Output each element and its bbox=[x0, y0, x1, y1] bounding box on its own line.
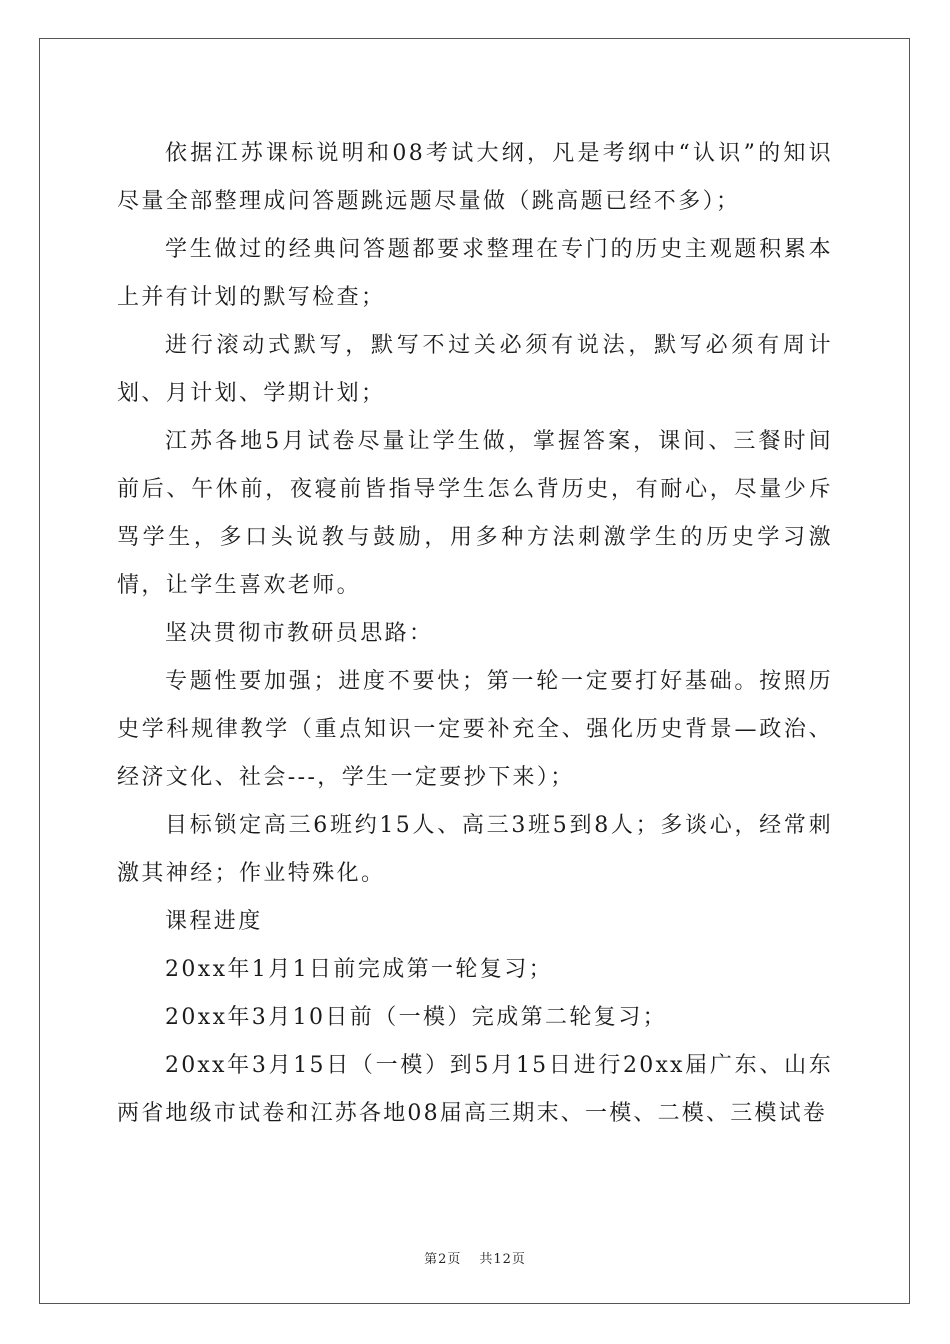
page-number: 第2页 bbox=[424, 1252, 462, 1267]
paragraph: 目标锁定高三6班约15人、高三3班5到8人；多谈心，经常刺激其神经；作业特殊化。 bbox=[117, 813, 833, 886]
paragraph: 20xx年1月1日前完成第一轮复习； bbox=[165, 957, 554, 982]
paragraph: 课程进度 bbox=[165, 909, 263, 934]
page-total: 共12页 bbox=[479, 1252, 526, 1267]
document-body bbox=[117, 130, 833, 1138]
paragraph: 专题性要加强；进度不要快；第一轮一定要打好基础。按照历史学科规律教学（重点知识一定要补充全、强化历史背景—政治、经济文化、社会---，学生一定要抄下来）； bbox=[117, 669, 833, 790]
paragraph: 江苏各地5月试卷尽量让学生做，掌握答案，课间、三餐时间前后、午休前，夜寝前皆指导学生怎么背历史，有耐心，尽量少斥骂学生，多口头说教与鼓励，用多种方法刺激学生的历史学习激情，让学生喜欢老师。 bbox=[117, 429, 833, 598]
paragraph: 20xx年3月10日前（一模）完成第二轮复习； bbox=[165, 1005, 668, 1030]
paragraph: 依据江苏课标说明和08考试大纲，凡是考纲中“认识”的知识尽量全部整理成问答题跳远题尽量做（跳高题已经不多）； bbox=[117, 141, 833, 214]
paragraph: 坚决贯彻市教研员思路： bbox=[165, 621, 434, 646]
page-footer bbox=[0, 1248, 950, 1267]
paragraph: 进行滚动式默写，默写不过关必须有说法，默写必须有周计划、月计划、学期计划； bbox=[117, 333, 833, 406]
paragraph: 20xx年3月15日（一模）到5月15日进行20xx届广东、山东两省地级市试卷和江苏各地08届高三期末、一模、二模、三模试卷 bbox=[117, 1053, 833, 1126]
paragraph: 学生做过的经典问答题都要求整理在专门的历史主观题积累本上并有计划的默写检查； bbox=[117, 237, 833, 310]
